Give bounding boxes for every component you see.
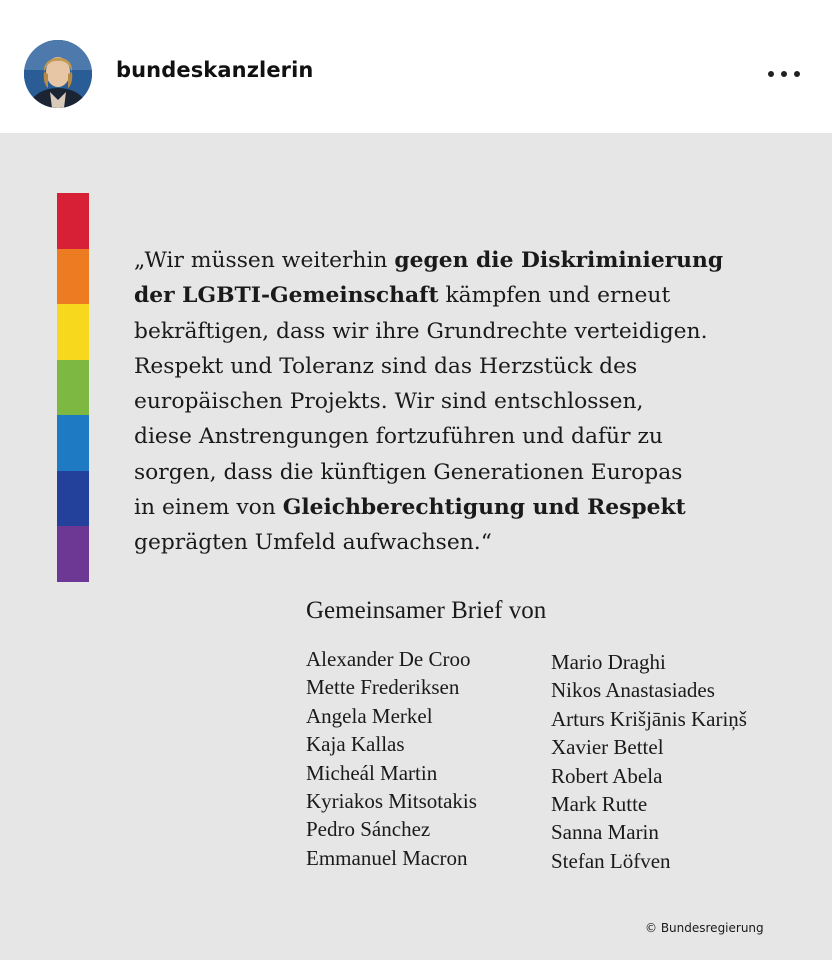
profile-photo-icon (24, 40, 92, 108)
signatories-right (551, 648, 747, 875)
quote-line: bekräftigen, dass wir ihre Grundrechte verteidigen. (134, 318, 708, 344)
post-image (0, 133, 832, 960)
quote-line: sorgen, dass die künftigen Generationen Europas (134, 459, 683, 485)
signatory-name: Kaja Kallas (306, 732, 405, 757)
rainbow-stripe (57, 304, 89, 360)
signatory-name: Sanna Marin (551, 820, 659, 845)
signatory-name: Stefan Löfven (551, 848, 671, 873)
avatar[interactable] (24, 40, 92, 108)
signatory-name: Nikos Anastasiades (551, 678, 715, 703)
letter-heading: Gemeinsamer Brief von (306, 597, 547, 624)
quote-text (134, 243, 794, 561)
rainbow-stripe (57, 471, 89, 527)
username[interactable]: bundeskanzlerin (116, 58, 314, 82)
signatory-name: Micheál Martin (306, 760, 438, 785)
more-options-icon[interactable] (762, 62, 806, 86)
signatory-name: Alexander De Croo (306, 647, 471, 671)
signatory-name: Robert Abela (551, 763, 663, 788)
signatory-name: Pedro Sánchez (306, 817, 431, 842)
signatory-name: Mette Frederiksen (306, 675, 460, 700)
signatory-name: Xavier Bettel (551, 735, 664, 760)
signatory-name: Angela Merkel (306, 703, 433, 728)
signatory-name: Kyriakos Mitsotakis (306, 789, 477, 814)
rainbow-stripe (57, 415, 89, 471)
quote-line: in einem von Gleichberechtigung und Respekt (134, 495, 686, 521)
rainbow-stripe (57, 193, 89, 249)
signatory-name: Mark Rutte (551, 792, 648, 817)
quote-line: „Wir müssen weiterhin gegen die Diskriminierung (134, 248, 724, 273)
quote-line: geprägten Umfeld aufwachsen.“ (134, 530, 492, 556)
rainbow-stripe (57, 249, 89, 305)
signatory-name: Emmanuel Macron (306, 845, 468, 870)
quote-line: europäischen Projekts. Wir sind entschlossen, (134, 389, 644, 415)
signatories-left (306, 645, 477, 872)
signatory-name: Mario Draghi (551, 650, 666, 674)
quote-line: diese Anstrengungen fortzuführen und dafür zu (134, 424, 663, 450)
signatory-name: Arturs Krišjānis Kariņš (551, 706, 747, 731)
post-header (0, 0, 832, 133)
rainbow-bar (57, 193, 89, 582)
quote-line: Respekt und Toleranz sind das Herzstück des (134, 353, 638, 379)
rainbow-stripe (57, 360, 89, 416)
photo-credit: © Bundesregierung (645, 921, 764, 935)
quote-line: der LGBTI-Gemeinschaft kämpfen und erneut (134, 283, 671, 309)
rainbow-stripe (57, 526, 89, 582)
